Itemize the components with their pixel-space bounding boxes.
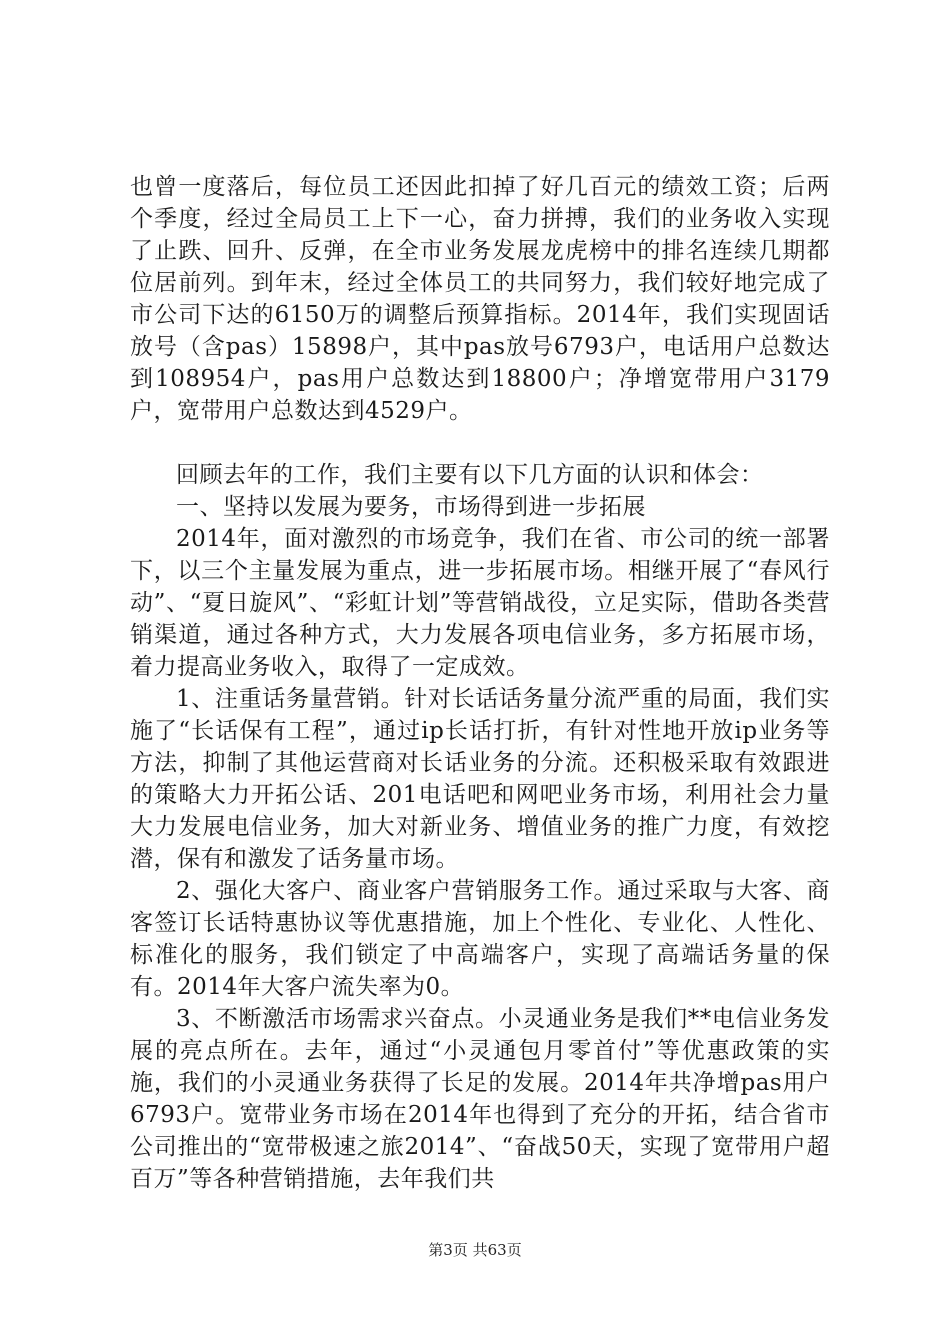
page-footer xyxy=(0,1240,950,1260)
paragraph-summary: 也曾一度落后，每位员工还因此扣掉了好几百元的绩效工资；后两个季度，经过全局员工上下一心，奋力拼搏，我们的业务收入实现了止跌、回升、反弹，在全市业务发展龙虎榜中的排名连续几期都位居前列。到年末，经过全体员工的共同努力，我们较好地完成了市公司下达的6150万的调整后预算指标。2014年，我们实现固话放号（含pas）15898户，其中pas放号6793户，电话用户总数达到108954户，pas用户总数达到18800户；净增宽带用户3179户，宽带用户总数达到4529户。 xyxy=(130,174,830,424)
paragraph-item-2: 2、强化大客户、商业客户营销服务工作。通过采取与大客、商客签订长话特惠协议等优惠措施，加上个性化、专业化、人性化、标准化的服务，我们锁定了中高端客户，实现了高端话务量的保有。2014年大客户流失率为0。 xyxy=(130,878,830,1000)
paragraph-item-3: 3、不断激活市场需求兴奋点。小灵通业务是我们**电信业务发展的亮点所在。去年，通过“小灵通包月零首付”等优惠政策的实施，我们的小灵通业务获得了长足的发展。2014年共净增pas用户6793户。宽带业务市场在2014年也得到了充分的开拓，结合省市公司推出的“宽带极速之旅2014”、“奋战50天，实现了宽带用户超百万”等各种营销措施，去年我们共 xyxy=(130,1006,830,1192)
paragraph-market-expansion: 2014年，面对激烈的市场竞争，我们在省、市公司的统一部署下，以三个主量发展为重点，进一步拓展市场。相继开展了“春风行动”、“夏日旋风”、“彩虹计划”等营销战役，立足实际，借助各类营销渠道，通过各种方式，大力发展各项电信业务，多方拓展市场，着力提高业务收入，取得了一定成效。 xyxy=(130,526,830,680)
document-body xyxy=(130,171,830,1195)
section-heading-1: 一、坚持以发展为要务，市场得到进一步拓展 xyxy=(176,494,646,520)
page-indicator: 第3页 共63页 xyxy=(428,1241,522,1259)
paragraph-item-1: 1、注重话务量营销。针对长话话务量分流严重的局面，我们实施了“长话保有工程”，通过ip长话打折，有针对性地开放ip业务等方法，抑制了其他运营商对长话业务的分流。还积极采取有效跟进的策略大力开拓公话、201电话吧和网吧业务市场，利用社会力量大力发展电信业务，加大对新业务、增值业务的推广力度，有效挖潜，保有和激发了话务量市场。 xyxy=(130,686,830,872)
paragraph-gap xyxy=(130,427,830,459)
paragraph-review-intro: 回顾去年的工作，我们主要有以下几方面的认识和体会： xyxy=(176,462,764,488)
